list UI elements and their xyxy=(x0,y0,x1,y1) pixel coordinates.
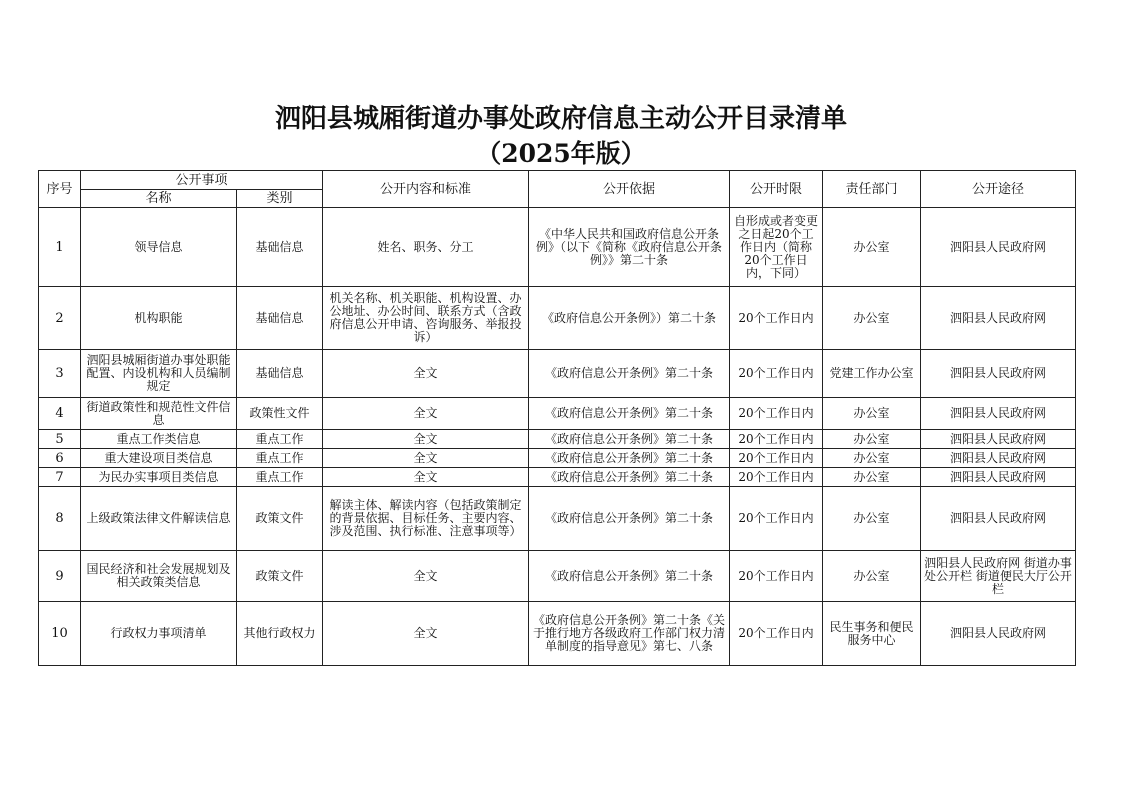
header-item-group: 公开事项 xyxy=(81,171,323,190)
cell-basis: 《中华人民共和国政府信息公开条例》（以下《简称《政府信息公开条例》》第二十条 xyxy=(529,208,730,287)
cell-department: 办公室 xyxy=(823,430,921,449)
header-seq: 序号 xyxy=(39,171,81,208)
cell-name: 上级政策法律文件解读信息 xyxy=(81,487,237,551)
cell-deadline: 20个工作日内 xyxy=(730,487,823,551)
cell-department: 办公室 xyxy=(823,468,921,487)
cell-department: 办公室 xyxy=(823,551,921,602)
cell-category: 基础信息 xyxy=(237,287,323,350)
cell-channel: 泗阳县人民政府网 xyxy=(921,487,1076,551)
cell-basis: 《政府信息公开条例》）第二十条 xyxy=(529,287,730,350)
cell-content: 全文 xyxy=(323,430,529,449)
cell-channel: 泗阳县人民政府网 xyxy=(921,468,1076,487)
header-category: 类别 xyxy=(237,190,323,208)
cell-department: 党建工作办公室 xyxy=(823,350,921,398)
cell-category: 重点工作 xyxy=(237,468,323,487)
table-row xyxy=(39,398,1076,430)
table-row xyxy=(39,350,1076,398)
cell-name: 泗阳县城厢街道办事处职能配置、内设机构和人员编制规定 xyxy=(81,350,237,398)
cell-basis: 《政府信息公开条例》第二十条 xyxy=(529,398,730,430)
cell-basis: 《政府信息公开条例》第二十条 xyxy=(529,449,730,468)
cell-name: 街道政策性和规范性文件信息 xyxy=(81,398,237,430)
cell-content: 姓名、职务、分工 xyxy=(323,208,529,287)
cell-channel: 泗阳县人民政府网 xyxy=(921,287,1076,350)
cell-category: 基础信息 xyxy=(237,350,323,398)
disclosure-catalog-table xyxy=(38,170,1076,666)
cell-channel: 泗阳县人民政府网 xyxy=(921,398,1076,430)
cell-category: 政策文件 xyxy=(237,487,323,551)
table-row xyxy=(39,287,1076,350)
cell-deadline: 20个工作日内 xyxy=(730,468,823,487)
header-row-top xyxy=(39,171,1076,190)
cell-name: 为民办实事项目类信息 xyxy=(81,468,237,487)
cell-deadline: 20个工作日内 xyxy=(730,449,823,468)
cell-name: 国民经济和社会发展规划及相关政策类信息 xyxy=(81,551,237,602)
cell-seq: 10 xyxy=(39,602,81,666)
document-title: 泗阳县城厢街道办事处政府信息主动公开目录清单 xyxy=(274,104,847,134)
cell-department: 办公室 xyxy=(823,287,921,350)
table-row xyxy=(39,487,1076,551)
cell-name: 领导信息 xyxy=(81,208,237,287)
cell-seq: 3 xyxy=(39,350,81,398)
cell-content: 全文 xyxy=(323,468,529,487)
table-row xyxy=(39,468,1076,487)
cell-channel: 泗阳县人民政府网 街道办事处公开栏 街道便民大厅公开栏 xyxy=(921,551,1076,602)
cell-content: 解读主体、解读内容（包括政策制定的背景依据、目标任务、主要内容、涉及范围、执行标准、注意事项等） xyxy=(323,487,529,551)
cell-category: 其他行政权力 xyxy=(237,602,323,666)
cell-content: 全文 xyxy=(323,398,529,430)
cell-basis: 《政府信息公开条例》第二十条 xyxy=(529,350,730,398)
cell-seq: 9 xyxy=(39,551,81,602)
cell-seq: 6 xyxy=(39,449,81,468)
cell-seq: 4 xyxy=(39,398,81,430)
header-name: 名称 xyxy=(81,190,237,208)
cell-channel: 泗阳县人民政府网 xyxy=(921,208,1076,287)
cell-content: 全文 xyxy=(323,602,529,666)
cell-seq: 8 xyxy=(39,487,81,551)
cell-content: 机关名称、机关职能、机构设置、办公地址、办公时间、联系方式（含政府信息公开申请、咨询服务、举报投诉） xyxy=(323,287,529,350)
header-channel: 公开途径 xyxy=(921,171,1076,208)
cell-deadline: 20个工作日内 xyxy=(730,430,823,449)
table-row xyxy=(39,602,1076,666)
cell-category: 基础信息 xyxy=(237,208,323,287)
cell-department: 办公室 xyxy=(823,449,921,468)
cell-channel: 泗阳县人民政府网 xyxy=(921,449,1076,468)
cell-name: 机构职能 xyxy=(81,287,237,350)
cell-seq: 5 xyxy=(39,430,81,449)
cell-seq: 7 xyxy=(39,468,81,487)
cell-department: 民生事务和便民服务中心 xyxy=(823,602,921,666)
header-content: 公开内容和标准 xyxy=(323,171,529,208)
cell-channel: 泗阳县人民政府网 xyxy=(921,350,1076,398)
cell-channel: 泗阳县人民政府网 xyxy=(921,430,1076,449)
cell-department: 办公室 xyxy=(823,487,921,551)
cell-seq: 1 xyxy=(39,208,81,287)
table-row xyxy=(39,449,1076,468)
cell-deadline: 20个工作日内 xyxy=(730,287,823,350)
cell-content: 全文 xyxy=(323,449,529,468)
cell-deadline: 自形成或者变更之日起20个工作日内（简称20个工作日内，下同） xyxy=(730,208,823,287)
cell-category: 重点工作 xyxy=(237,449,323,468)
table-row xyxy=(39,208,1076,287)
table-row xyxy=(39,551,1076,602)
header-deadline: 公开时限 xyxy=(730,171,823,208)
cell-deadline: 20个工作日内 xyxy=(730,602,823,666)
cell-deadline: 20个工作日内 xyxy=(730,350,823,398)
cell-deadline: 20个工作日内 xyxy=(730,398,823,430)
header-basis: 公开依据 xyxy=(529,171,730,208)
cell-content: 全文 xyxy=(323,551,529,602)
cell-basis: 《政府信息公开条例》第二十条 xyxy=(529,551,730,602)
table-row xyxy=(39,430,1076,449)
cell-department: 办公室 xyxy=(823,208,921,287)
cell-name: 重大建设项目类信息 xyxy=(81,449,237,468)
cell-basis: 《政府信息公开条例》第二十条 xyxy=(529,468,730,487)
cell-basis: 《政府信息公开条例》第二十条《关于推行地方各级政府工作部门权力清单制度的指导意见》第七、八条 xyxy=(529,602,730,666)
cell-seq: 2 xyxy=(39,287,81,350)
document-subtitle: （2025年版） xyxy=(476,139,646,168)
cell-category: 政策文件 xyxy=(237,551,323,602)
cell-category: 政策性文件 xyxy=(237,398,323,430)
cell-department: 办公室 xyxy=(823,398,921,430)
cell-deadline: 20个工作日内 xyxy=(730,551,823,602)
cell-basis: 《政府信息公开条例》第二十条 xyxy=(529,487,730,551)
cell-name: 重点工作类信息 xyxy=(81,430,237,449)
cell-category: 重点工作 xyxy=(237,430,323,449)
cell-content: 全文 xyxy=(323,350,529,398)
cell-name: 行政权力事项清单 xyxy=(81,602,237,666)
cell-channel: 泗阳县人民政府网 xyxy=(921,602,1076,666)
header-department: 责任部门 xyxy=(823,171,921,208)
cell-basis: 《政府信息公开条例》第二十条 xyxy=(529,430,730,449)
